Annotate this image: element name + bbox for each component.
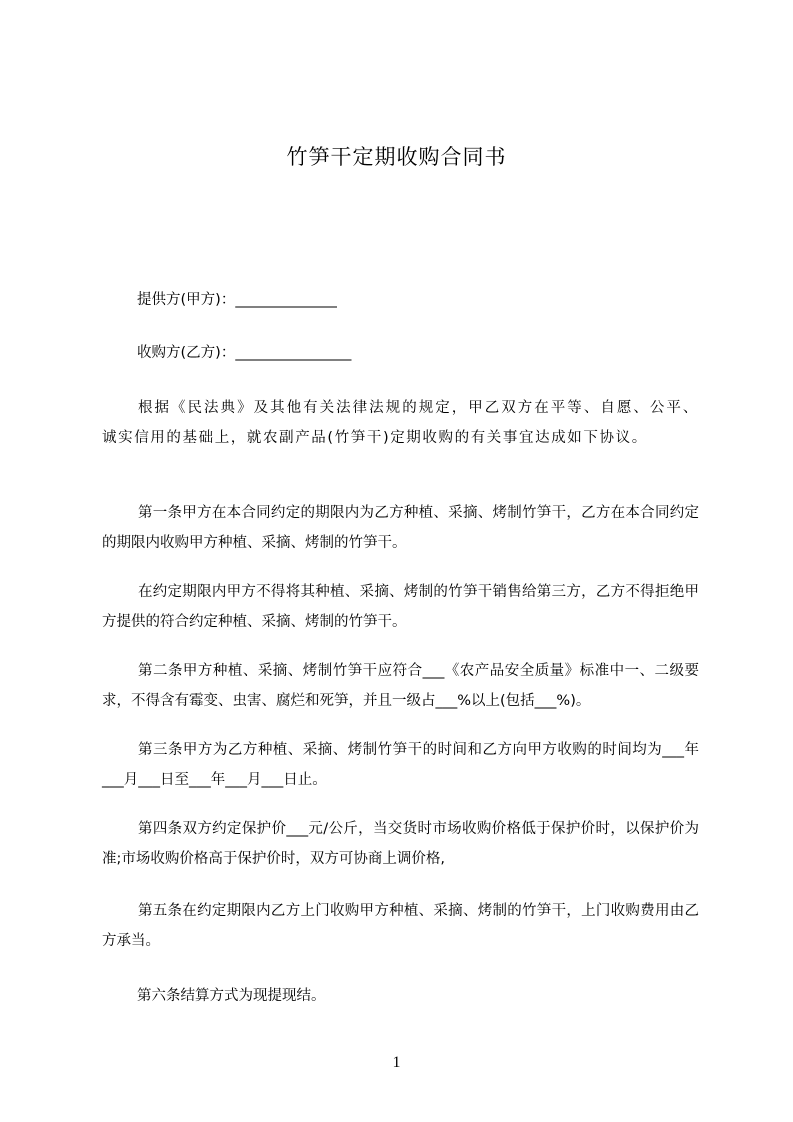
party-a-line: 提供方(甲方)：______________ <box>137 292 337 308</box>
document-title: 竹笋干定期收购合同书 <box>286 145 507 169</box>
article-2-paragraph: 第二条甲方种植、采摘、烤制竹笋干应符合___《农产品安全质量》标准中一、二级要求，不得含有霉变、虫害、腐烂和死笋，并且一级占___%以上(包括___%)。 <box>102 663 699 709</box>
article-6-paragraph: 第六条结算方式为现提现结。 <box>137 988 326 1004</box>
article-1-continued-paragraph: 在约定期限内甲方不得将其种植、采摘、烤制的竹笋干销售给第三方，乙方不得拒绝甲方提供的符合约定种植、采摘、烤制的竹笋干。 <box>102 584 699 630</box>
page-number: 1 <box>392 1054 401 1071</box>
article-3-paragraph: 第三条甲方为乙方种植、采摘、烤制竹笋干的时间和乙方向甲方收购的时间均为___年___月___日至___年___月___日止。 <box>102 742 699 788</box>
article-5-paragraph: 第五条在约定期限内乙方上门收购甲方种植、采摘、烤制的竹笋干，上门收购费用由乙方承当。 <box>102 903 699 949</box>
party-b-line: 收购方(乙方)：________________ <box>137 345 352 361</box>
article-1-paragraph: 第一条甲方在本合同约定的期限内为乙方种植、采摘、烤制竹笋干，乙方在本合同约定的期限内收购甲方种植、采摘、烤制的竹笋干。 <box>102 505 699 551</box>
article-4-paragraph: 第四条双方约定保护价___元/公斤，当交货时市场收购价格低于保护价时，以保护价为准;市场收购价格高于保护价时，双方可协商上调价格, <box>102 821 699 867</box>
preamble-paragraph: 根据《民法典》及其他有关法律法规的规定，甲乙双方在平等、自愿、公平、诚实信用的基础上，就农副产品(竹笋干)定期收购的有关事宜达成如下协议。 <box>102 400 699 446</box>
